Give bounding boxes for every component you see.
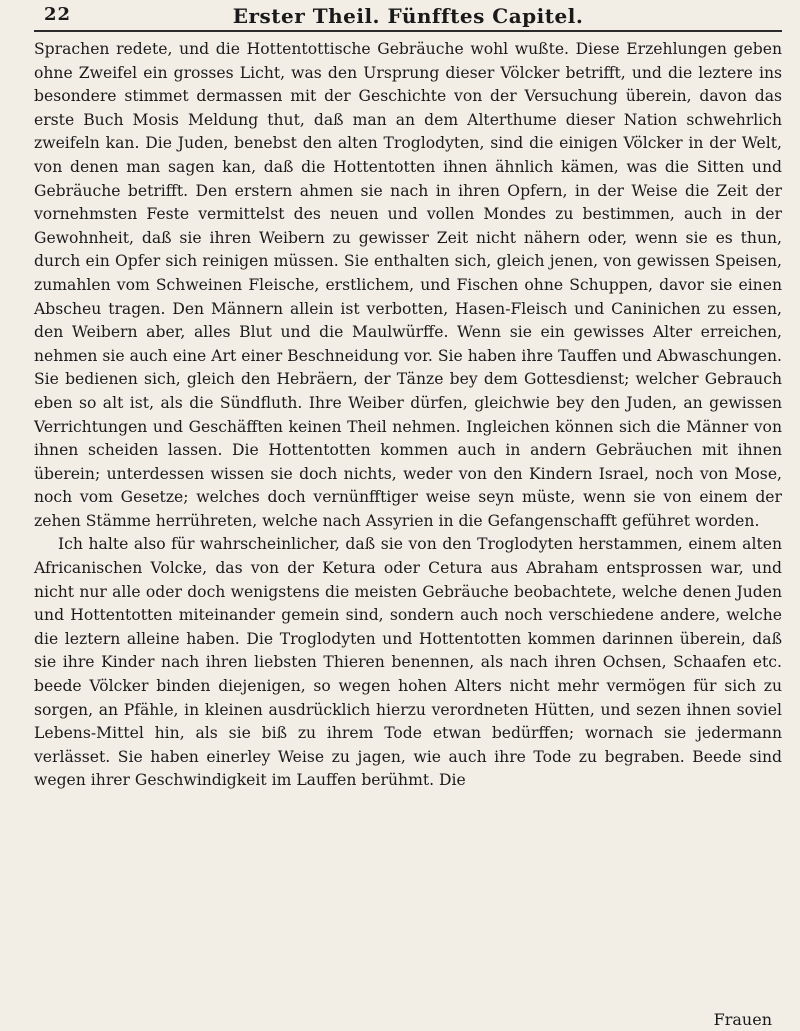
- body-text: [34, 38, 782, 793]
- paragraph: Ich halte also für wahrscheinlicher, daß sie von den Troglodyten herstammen, einem alten Africanischen Volcke, das von der Ketura oder Cetura aus Abraham entsprossen war, und nicht nur alle oder doch wenigstens die meisten Gebräuche beobachtete, welche denen Juden und Hottentotten miteinander gemein sind, sondern auch noch verschiedene andere, welche die leztern alleine haben. Die Troglodyten und Hottentotten kommen darinnen überein, daß sie ihre Kinder nach ihren liebsten Thieren benennen, als nach ihren Ochsen, Schaafen etc. beede Völcker binden diejenigen, so wegen hohen Alters nicht mehr vermögen für sich zu sorgen, an Pfähle, in kleinen ausdrücklich hierzu verordneten Hütten, und sezen ihnen soviel Lebens-Mittel hin, als sie biß zu ihrem Tode etwan bedürffen; wornach sie jedermann verlässet. Sie haben einerley Weise zu jagen, wie auch ihre Tode zu begraben. Beede sind wegen ihrer Geschwindigkeit im Lauffen berühmt. Die: [34, 535, 782, 790]
- page-number: 22: [44, 4, 72, 25]
- running-head: Erster Theil. Fünfftes Capitel.: [232, 4, 584, 28]
- catchword: Frauen: [713, 1010, 772, 1029]
- page-header: [34, 2, 782, 32]
- paragraph: Sprachen redete, und die Hottentottische Gebräuche wohl wußte. Diese Erzehlungen geben ohne Zweifel ein grosses Licht, was den Ursprung dieser Völcker betrifft, und die leztere ins besondere stimmet dermassen mit der Geschichte von der Versuchung überein, davon das erste Buch Mosis Meldung thut, daß man an dem Alterthume dieser Nation schwehrlich zweifeln kan. Die Juden, benebst den alten Troglodyten, sind die einigen Völcker in der Welt, von denen man sagen kan, daß die Hottentotten ihnen ähnlich kämen, was die Sitten und Gebräuche betrifft. Den erstern ahmen sie nach in ihren Opfern, in der Weise die Zeit der vornehmsten Feste vermittelst des neuen und vollen Mondes zu bestimmen, auch in der Gewohnheit, daß sie ihren Weibern zu gewisser Zeit nicht nähern oder, wenn sie es thun, durch ein Opfer sich reinigen müssen. Sie enthalten sich, gleich jenen, von gewissen Speisen, zumahlen vom Schweinen Fleische, erstlichem, und Fischen ohne Schuppen, davor sie einen Abscheu tragen. Den Männern allein ist verbotten, Hasen-Fleisch und Caninichen zu essen, den Weibern aber, alles Blut und die Maulwürffe. Wenn sie ein gewisses Alter erreichen, nehmen sie auch eine Art einer Beschneidung vor. Sie haben ihre Tauffen und Abwaschungen. Sie bedienen sich, gleich den Hebräern, der Tänze bey dem Gottesdienst; welcher Gebrauch eben so alt ist, als die Sündfluth. Ihre Weiber dürfen, gleichwie bey den Juden, an gewissen Verrichtungen und Geschäfften keinen Theil nehmen. Ingleichen können sich die Männer von ihnen scheiden lassen. Die Hottentotten kommen auch in andern Gebräuchen mit ihnen überein; unterdessen wissen sie doch nichts, weder von den Kindern Israel, noch von Mose, noch vom Gesetze; welches doch vernünfftiger weise seyn müste, wenn sie von einem der zehen Stämme herrühreten, welche nach Assyrien in die Gefangenschafft geführet worden.: [34, 40, 782, 530]
